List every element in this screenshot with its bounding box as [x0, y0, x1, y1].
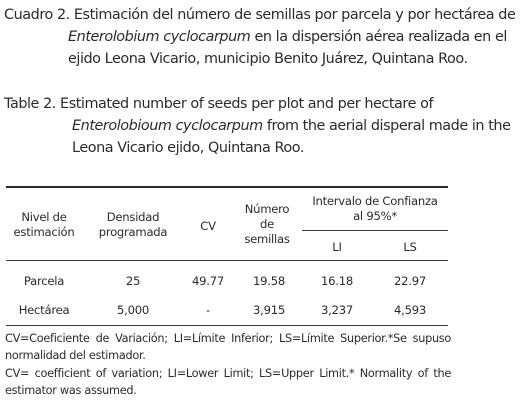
table-row-hectarea-seeds: 3,915	[253, 303, 285, 317]
header-seeds	[232, 202, 302, 247]
caption-prefix-english: Table 2.	[4, 96, 56, 112]
header-level	[6, 210, 82, 240]
table-row-parcela-li: 16.18	[321, 274, 353, 288]
header-density	[90, 210, 176, 240]
header-ls-label: LS	[403, 240, 417, 254]
table-row-hectarea-density: 5,000	[117, 303, 149, 317]
header-bottom-rule	[6, 260, 448, 261]
table-bottom-rule	[6, 325, 448, 326]
header-li-label: LI	[332, 240, 342, 254]
species-name-english: Enterolobioum cyclocarpum	[72, 118, 263, 134]
table-row-hectarea-li: 3,237	[321, 303, 353, 317]
header-level-line-2: estimación	[13, 225, 75, 239]
interval-subrule	[302, 230, 448, 231]
header-interval	[302, 194, 448, 224]
header-interval-line-1: Intervalo de Confianza	[312, 194, 438, 208]
table-row-parcela-density: 25	[125, 274, 141, 288]
table-top-rule	[6, 186, 448, 188]
header-cv-label: CV	[200, 219, 216, 233]
header-seeds-line-1: Número	[244, 202, 290, 216]
table-row-parcela-seeds: 19.58	[253, 274, 285, 288]
header-ls	[372, 240, 448, 255]
table-row-parcela-cv: 49.77	[192, 274, 224, 288]
seed-estimation-table	[6, 186, 448, 326]
header-level-line-1: Nivel de	[21, 210, 67, 224]
header-density-line-2: programada	[98, 225, 168, 239]
caption-text-spanish: Estimación del número de semillas por parcela y por hectárea de	[73, 7, 516, 23]
species-name-spanish: Enterolobium cyclocarpum	[68, 29, 251, 45]
table-caption-english	[4, 93, 520, 159]
table-footnote-english: CV= coefficient of variation; LI=Lower Limit; LS=Upper Limit.* Normality of the estimator was assumed.	[5, 367, 451, 397]
caption-prefix-spanish: Cuadro 2.	[4, 7, 70, 23]
header-interval-line-2: al 95%*	[353, 209, 397, 223]
table-row-hectarea-level: Hectárea	[18, 303, 70, 317]
table-row-hectarea-ls: 4,593	[394, 303, 426, 317]
caption-text-english: Estimated number of seeds per plot and per hectare of	[60, 96, 434, 112]
header-cv	[180, 219, 236, 234]
header-seeds-line-3: semillas	[244, 232, 290, 246]
table-row-parcela-level: Parcela	[23, 274, 65, 288]
header-li	[302, 240, 372, 255]
header-density-line-1: Densidad	[106, 210, 160, 224]
table-row-hectarea-cv: -	[206, 303, 210, 317]
table-row-parcela-ls: 22.97	[394, 274, 426, 288]
table-footnote-spanish: CV=Coeficiente de Variación; LI=Límite Inferior; LS=Límite Superior.*Se supuso normalidad del estimador.	[5, 332, 451, 362]
caption-text-spanish-end: en la dispersión aérea realizada en el ejido Leona Vicario, municipio Benito Juárez, Quintana Roo.	[68, 29, 507, 67]
caption-text-english-end: from the aerial disperal made in the Leona Vicario ejido, Quintana Roo.	[72, 118, 511, 156]
header-seeds-line-2: de	[260, 217, 274, 231]
table-caption-spanish	[4, 4, 516, 70]
